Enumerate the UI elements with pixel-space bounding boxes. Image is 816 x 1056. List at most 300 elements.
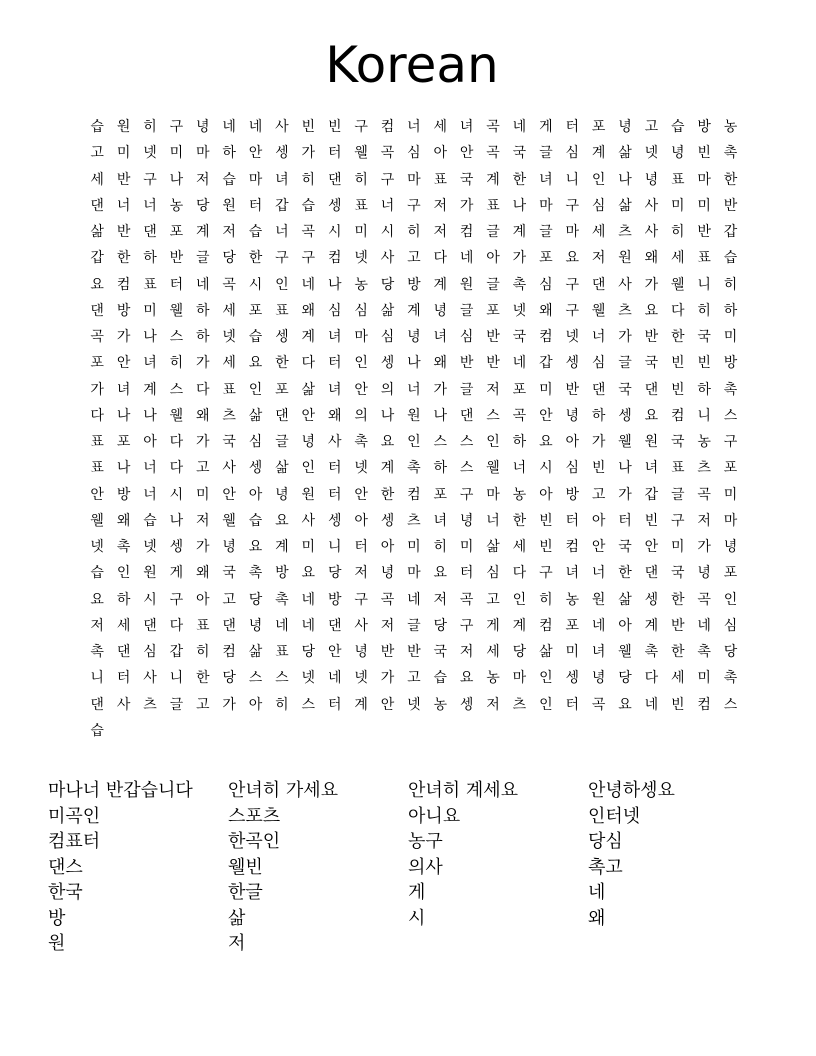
grid-cell: 곡 [222,276,236,293]
grid-cell: 스 [723,407,738,424]
grid-cell: 댄 [644,565,659,582]
grid-cell: 미 [697,670,711,687]
grid-cell: 안 [459,145,474,162]
grid-cell: 네 [301,617,316,634]
grid-cell: 터 [459,565,474,582]
word-list-item: 저 [228,933,246,954]
grid-cell: 왜 [327,407,342,424]
grid-cell: 인 [723,591,738,608]
grid-cell: 의 [380,381,395,398]
grid-cell: 터 [327,696,342,713]
grid-cell: 나 [380,407,395,424]
grid-cell: 포 [248,302,263,319]
grid-cell: 한 [116,250,131,267]
grid-cell: 습 [248,512,263,529]
grid-cell: 글 [539,224,553,240]
grid-cell: 당 [222,670,236,687]
grid-cell: 스 [169,381,184,398]
grid-cell: 심 [539,276,553,293]
grid-cell: 방 [407,276,421,293]
grid-cell: 다 [169,617,184,634]
grid-cell: 너 [591,329,606,345]
word-list-item: 안녕하셍요 [588,780,675,801]
grid-cell: 구 [565,302,579,319]
grid-cell: 빈 [671,696,685,713]
grid-cell: 녕 [301,434,316,450]
grid-cell: 스 [248,670,263,687]
grid-cell: 댄 [143,224,157,240]
grid-cell: 댄 [459,407,474,424]
grid-cell: 포 [433,486,448,503]
grid-cell: 촉 [723,381,738,398]
grid-cell: 녕 [354,644,368,660]
grid-cell: 하 [116,591,131,608]
grid-cell: 컴 [116,276,131,293]
grid-cell: 넷 [222,329,236,345]
grid-cell: 요 [90,276,104,293]
puzzle-title-text: Korean [325,36,499,94]
grid-cell: 포 [565,617,579,634]
grid-cell: 녀 [644,460,659,477]
grid-cell: 마 [195,145,210,162]
grid-cell: 습 [222,171,236,188]
grid-cell: 넷 [512,302,527,319]
grid-cell: 인 [539,696,553,713]
grid-cell: 히 [195,644,210,660]
grid-cell: 한 [380,486,395,503]
grid-cell: 네 [195,276,210,293]
grid-cell: 세 [512,539,527,555]
grid-cell: 포 [723,460,738,477]
grid-cell: 녕 [407,329,421,345]
grid-cell: 너 [512,460,527,477]
grid-cell: 녀 [143,355,157,372]
grid-cell: 컴 [327,250,342,267]
grid-cell: 구 [407,197,421,214]
grid-cell: 글 [618,355,632,372]
grid-cell: 사 [301,512,316,529]
grid-cell: 가 [697,539,711,555]
grid-cell: 터 [327,355,342,372]
grid-cell: 원 [143,565,157,582]
grid-cell: 사 [644,224,659,240]
grid-cell: 나 [327,276,342,293]
grid-cell: 심 [565,145,579,162]
grid-cell: 넷 [354,460,368,477]
grid-cell: 계 [644,617,659,634]
grid-cell: 사 [380,250,395,267]
grid-cell: 빈 [591,460,606,477]
grid-cell: 왜 [301,302,316,319]
grid-cell: 저 [354,565,368,582]
grid-cell: 고 [195,696,210,713]
grid-cell: 나 [512,197,527,214]
grid-cell: 게 [169,565,184,582]
grid-cell: 시 [380,224,395,240]
grid-cell: 구 [565,276,579,293]
grid-cell: 갑 [275,197,289,214]
grid-cell: 컴 [697,696,711,713]
grid-cell: 네 [275,617,289,634]
grid-cell: 포 [539,250,553,267]
word-list-item: 촉고 [588,856,623,878]
grid-cell: 습 [248,224,263,240]
grid-cell: 니 [697,276,711,293]
grid-cell: 삶 [380,302,395,319]
grid-cell: 고 [407,670,421,687]
grid-cell: 나 [143,329,157,345]
grid-cell: 히 [433,539,448,555]
grid-cell: 구 [301,250,316,267]
grid-cell: 다 [671,302,685,319]
grid-cell: 요 [248,355,263,372]
grid-cell: 히 [539,591,553,608]
grid-cell: 네 [407,591,421,608]
grid-cell: 네 [644,696,659,713]
grid-cell: 저 [195,512,210,529]
grid-cell: 고 [407,250,421,267]
grid-cell: 히 [301,171,316,188]
grid-cell: 글 [407,617,421,634]
grid-cell: 녀 [327,381,342,398]
grid-cell: 저 [486,696,500,713]
grid-cell: 터 [116,670,131,687]
grid-cell: 댄 [90,302,104,319]
grid-cell: 녕 [644,171,659,188]
grid-cell: 컴 [565,539,579,555]
grid-cell: 계 [275,539,289,555]
grid-cell: 셍 [459,696,474,713]
grid-cell: 웰 [486,460,500,477]
grid-cell: 마 [723,512,738,529]
word-list-item: 안녀히 가세요 [228,780,339,801]
grid-cell: 표 [354,197,368,214]
grid-cell: 사 [143,670,157,687]
grid-cell: 니 [90,670,104,687]
grid-cell: 곡 [697,486,711,503]
grid-cell: 터 [354,539,368,555]
word-list-item: 마나너 반갑습니다 [48,780,193,801]
grid-cell: 갑 [90,250,104,267]
grid-cell: 구 [169,119,184,135]
grid-cell: 녕 [565,407,579,424]
grid-cell: 한 [671,591,685,608]
grid-cell: 셍 [327,197,342,214]
grid-cell: 저 [222,224,236,240]
grid-cell: 시 [327,224,342,240]
grid-cell: 아 [539,486,553,503]
grid-cell: 녕 [459,512,474,529]
grid-cell: 녕 [618,119,632,135]
grid-cell: 넷 [143,539,157,555]
grid-cell: 원 [407,407,421,424]
word-list-item: 시 [408,907,426,929]
word-list-item: 한글 [228,882,263,903]
grid-cell: 스 [433,434,448,450]
grid-cell: 댄 [143,617,157,634]
grid-cell: 계 [486,171,500,188]
grid-cell: 구 [671,512,685,529]
grid-cell: 시 [169,486,184,503]
grid-cell: 반 [169,250,184,267]
grid-cell: 웰 [618,434,632,450]
grid-cell: 넷 [143,145,157,162]
grid-cell: 방 [697,119,711,135]
grid-cell: 가 [301,145,316,162]
grid-cell: 글 [275,434,289,450]
grid-cell: 터 [169,276,184,293]
grid-cell: 인 [301,460,316,477]
grid-cell: 스 [169,329,184,345]
grid-cell: 표 [671,460,685,477]
grid-cell: 곡 [486,145,500,162]
grid-cell: 안 [539,407,553,424]
grid-cell: 하 [433,460,448,477]
grid-cell: 저 [433,197,448,214]
grid-cell: 농 [486,670,500,687]
grid-cell: 터 [565,696,579,713]
grid-cell: 셍 [380,512,395,529]
grid-cell: 당 [301,644,316,660]
grid-cell: 컴 [671,407,685,424]
grid-cell: 곡 [486,119,500,135]
grid-cell: 녀 [327,329,342,345]
grid-cell: 방 [116,302,131,319]
grid-cell: 한 [195,670,210,687]
grid-cell: 츠 [618,302,632,319]
grid-cell: 녀 [433,329,448,345]
grid-cell: 네 [697,617,711,634]
grid-cell: 시 [539,460,553,477]
grid-cell: 요 [301,565,316,582]
grid-cell: 계 [433,276,448,293]
grid-cell: 웰 [90,512,104,529]
grid-cell: 셍 [275,329,289,345]
grid-cell: 요 [380,434,395,450]
grid-cell: 삶 [618,145,632,162]
grid-cell: 녀 [565,565,579,582]
grid-cell: 댄 [90,696,104,713]
grid-cell: 안 [301,407,316,424]
grid-cell: 반 [459,355,474,372]
grid-cell: 표 [433,171,448,188]
grid-cell: 셍 [327,512,342,529]
grid-cell: 저 [433,224,448,240]
grid-cell: 너 [116,197,131,214]
grid-cell: 하 [723,302,738,319]
grid-cell: 저 [591,250,606,267]
grid-cell: 터 [327,486,342,503]
grid-cell: 다 [90,407,104,424]
grid-cell: 빈 [539,539,553,555]
word-list-item: 왜 [588,907,606,929]
grid-cell: 가 [512,250,527,267]
grid-cell: 습 [248,329,263,345]
grid-cell: 가 [116,329,131,345]
grid-cell: 녕 [433,302,448,319]
grid-cell: 구 [275,250,289,267]
grid-cell: 댄 [644,381,659,398]
grid-cell: 왜 [195,565,210,582]
word-list-item: 스포츠 [228,805,281,827]
grid-cell: 녕 [723,539,738,555]
grid-cell: 안 [222,486,236,503]
grid-cell: 미 [671,539,685,555]
grid-cell: 니 [327,539,342,555]
grid-cell: 포 [512,381,527,398]
grid-cell: 녕 [380,565,395,582]
grid-cell: 아 [248,696,263,713]
grid-cell: 계 [380,460,395,477]
grid-cell: 촉 [90,644,104,660]
grid-cell: 미 [723,486,738,503]
word-list-item: 원 [48,933,66,954]
grid-cell: 인 [116,565,131,582]
grid-cell: 댄 [591,276,606,293]
grid-cell: 삶 [486,539,500,555]
grid-cell: 네 [459,250,474,267]
grid-cell: 네 [327,670,342,687]
grid-cell: 넷 [301,670,316,687]
grid-cell: 반 [671,617,685,634]
grid-cell: 당 [248,591,263,608]
grid-cell: 안 [116,355,131,372]
grid-cell: 방 [723,355,738,372]
grid-cell: 다 [169,460,184,477]
grid-cell: 반 [486,355,500,372]
grid-cell: 터 [248,197,263,214]
grid-cell: 반 [407,644,421,660]
grid-cell: 시 [143,591,157,608]
grid-cell: 요 [618,696,632,713]
grid-cell: 국 [618,381,632,398]
grid-cell: 셍 [380,355,395,372]
grid-cell: 츠 [407,512,421,529]
grid-cell: 습 [143,512,157,529]
grid-cell: 가 [618,486,632,503]
grid-cell: 나 [618,171,632,188]
grid-cell: 게 [486,617,500,634]
grid-cell: 인 [275,276,289,293]
grid-cell: 요 [90,591,104,608]
grid-cell: 빈 [539,512,553,529]
grid-cell: 글 [195,250,210,267]
grid-cell: 미 [565,644,579,660]
grid-cell: 농 [565,591,579,608]
grid-cell: 터 [327,145,342,162]
word-list-item: 웰빈 [228,856,263,878]
grid-cell: 넷 [90,539,104,555]
grid-cell: 인 [407,434,421,450]
grid-cell: 심 [380,329,395,345]
grid-cell: 요 [644,302,659,319]
grid-cell: 너 [143,197,157,214]
grid-cell: 국 [671,565,685,582]
grid-cell: 히 [671,224,685,240]
grid-cell: 촉 [116,539,131,555]
grid-cell: 글 [486,224,500,240]
grid-cell: 세 [116,617,131,634]
grid-cell: 다 [195,381,210,398]
grid-cell: 삶 [275,460,289,477]
grid-cell: 하 [222,145,236,162]
grid-cell: 인 [591,171,606,188]
grid-cell: 스 [723,696,738,713]
grid-cell: 요 [248,539,263,555]
grid-cell: 댄 [222,617,236,634]
grid-cell: 하 [195,302,210,319]
grid-cell: 포 [591,119,606,135]
grid-cell: 네 [301,276,316,293]
grid-cell: 국 [459,171,474,188]
grid-cell: 인 [512,591,527,608]
grid-cell: 히 [275,696,289,713]
grid-cell: 너 [407,381,421,398]
grid-cell: 웰 [169,407,184,424]
grid-cell: 안 [380,696,395,713]
word-list-item: 삶 [228,907,246,929]
word-list-item: 미곡인 [48,805,101,827]
grid-cell: 마 [354,329,368,345]
grid-cell: 미 [407,539,421,555]
grid-cell: 계 [301,329,316,345]
grid-cell: 아 [565,434,579,450]
grid-cell: 한 [512,171,527,188]
grid-cell: 원 [116,119,131,135]
grid-cell: 한 [671,329,685,345]
grid-cell: 셍 [275,145,289,162]
grid-cell: 저 [380,617,395,634]
grid-cell: 녕 [248,617,263,634]
grid-cell: 요 [433,565,448,582]
grid-cell: 구 [459,486,474,503]
grid-cell: 글 [539,145,553,162]
grid-cell: 세 [222,302,236,319]
grid-cell: 당 [195,197,210,214]
grid-cell: 원 [301,486,316,503]
grid-cell: 왜 [644,250,659,267]
grid-cell: 습 [301,197,316,214]
grid-cell: 히 [697,302,711,319]
grid-cell: 촉 [275,591,289,608]
grid-cell: 미 [723,329,738,345]
grid-cell: 왜 [539,302,553,319]
word-list-item: 아니요 [408,805,461,827]
grid-cell: 나 [169,512,184,529]
grid-cell: 삶 [618,197,632,214]
grid-cell: 습 [671,119,685,135]
grid-cell: 마 [407,171,421,188]
grid-cell: 네 [512,355,527,372]
grid-cell: 셍 [618,407,632,424]
grid-cell: 빈 [671,355,685,372]
grid-cell: 터 [565,119,579,135]
grid-cell: 가 [591,434,606,450]
grid-cell: 표 [671,171,685,188]
grid-cell: 인 [486,434,500,450]
grid-cell: 국 [618,539,632,555]
grid-cell: 갑 [644,486,659,503]
grid-cell: 빈 [301,119,316,135]
grid-cell: 미 [116,145,131,162]
grid-cell: 삶 [248,407,263,424]
grid-cell: 왜 [116,512,131,529]
grid-cell: 한 [512,512,527,529]
grid-cell: 저 [486,381,500,398]
grid-cell: 스 [301,696,316,713]
grid-cell: 국 [222,434,236,450]
grid-cell: 다 [169,434,184,450]
